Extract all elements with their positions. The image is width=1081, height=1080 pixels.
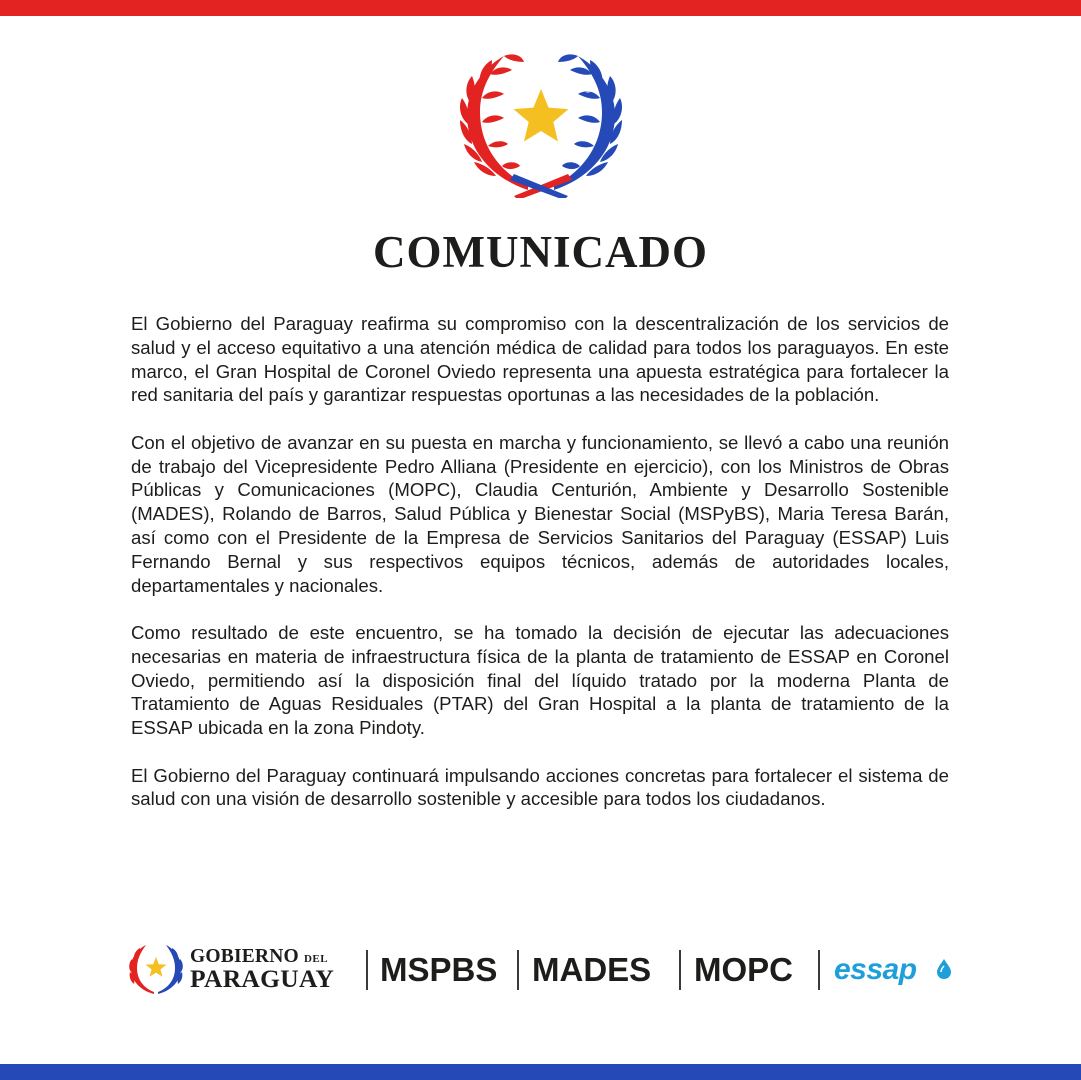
national-emblem-icon: [456, 50, 626, 198]
gobierno-emblem-icon: [128, 944, 184, 996]
page-title: COMUNICADO: [373, 227, 708, 277]
flag-stripe-blue: [0, 1064, 1081, 1080]
blue-laurel-branch: [554, 54, 622, 190]
mspbs-logo: MSPBS: [380, 951, 498, 988]
paragraph-3: Como resultado de este encuentro, se ha tomado la decisión de ejecutar las adecuaciones necesarias en materia de infraestructura física de la planta de tratamiento de ESSAP en Coronel Oviedo, permitiendo así la disposición final del líquido tratado por la moderna Planta de Tratamiento de Aguas Residuales (PTAR) del Gran Hospital a la planta de tratamiento de la ESSAP ubicada en la zona Pindoty.: [131, 621, 949, 739]
footer-separator: [517, 950, 519, 990]
red-laurel-branch: [460, 54, 528, 190]
gobierno-wordmark: [190, 947, 334, 991]
communique-body: [131, 312, 949, 835]
paragraph-4: El Gobierno del Paraguay continuará impulsando acciones concretas para fortalecer el sistema de salud con una visión de desarrollo sostenible y accesible para todos los ciudadanos.: [131, 764, 949, 810]
footer-logos: [128, 944, 958, 996]
mades-logo: MADES: [532, 951, 652, 988]
paraguay-word: PARAGUAY: [190, 963, 335, 993]
essap-logo: essap: [834, 953, 917, 986]
footer-separator: [366, 950, 368, 990]
paragraph-2: Con el objetivo de avanzar en su puesta en marcha y funcionamiento, se llevó a cabo una reunión de trabajo del Vicepresidente Pedro Alliana (Presidente en ejercicio), con los Ministros de Obras Públicas y Comunicaciones (MOPC), Claudia Centurión, Ambiente y Desarrollo Sostenible (MADES), Rolando de Barros, Salud Pública y Bienestar Social (MSPyBS), Maria Teresa Barán, así como con el Presidente de la Empresa de Servicios Sanitarios del Paraguay (ESSAP) Luis Fernando Bernal y sus respectivos equipos técnicos, además de autoridades locales, departamentales y nacionales.: [131, 431, 949, 596]
mopc-logo: MOPC: [694, 951, 793, 988]
footer-separator: [818, 950, 820, 990]
gobierno-word: GOBIERNO: [190, 946, 299, 967]
del-word: DEL: [303, 953, 329, 965]
paragraph-1: El Gobierno del Paraguay reafirma su compromiso con la descentralización de los servicios de salud y el acceso equitativo a una atención médica de calidad para todos los paraguayos. En este marco, el Gran Hospital de Coronel Oviedo representa una apuesta estratégica para fortalecer la red sanitaria del país y garantizar respuestas oportunas a las necesidades de la población.: [131, 313, 949, 406]
footer-separator: [679, 950, 681, 990]
star-icon: [514, 89, 569, 142]
flag-stripe-red: [0, 0, 1081, 16]
water-drop-icon: [936, 958, 952, 980]
